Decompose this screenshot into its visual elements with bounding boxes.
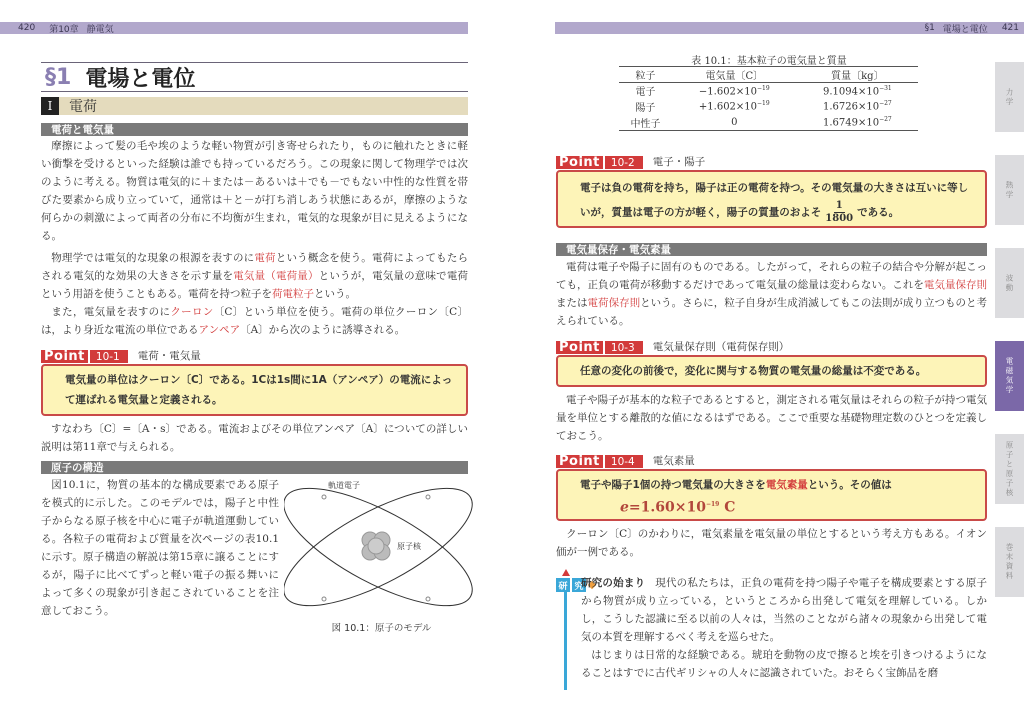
point-logo: Point xyxy=(556,156,603,169)
tab-mechanics[interactable]: 力学 xyxy=(995,62,1024,132)
point-10-3-header xyxy=(556,341,789,354)
nucleus-icon xyxy=(362,532,390,560)
term-coulomb: クーロン xyxy=(170,306,214,318)
table-header: 粒子 xyxy=(619,67,672,83)
point-title: 電気素量 xyxy=(652,455,695,467)
subhead-conservation: 電気量保存・電気素量 xyxy=(556,243,987,256)
research-badge: 研 究 xyxy=(556,578,588,592)
tab-atoms-nuclei[interactable]: 原子と原子核 xyxy=(995,434,1024,504)
point-10-3-box: 任意の変化の前後で，変化に関与する物質の電気量の総量は不変である。 xyxy=(556,355,987,387)
running-head-right xyxy=(555,22,1024,34)
point-10-1-header xyxy=(41,350,201,363)
chapter-label: 第10章 xyxy=(49,24,79,35)
point-10-1-box: 電気量の単位はクーロン〔C〕である。1Cは1s間に1A（アンペア）の電流によって運ばれる電気量と定義される。 xyxy=(41,364,468,416)
figure-caption: 図 10.1：原子のモデル xyxy=(331,623,432,634)
term-charge-conservation-alt: 電荷保存則 xyxy=(587,297,641,309)
point-10-2-box: 電子は負の電荷を持ち，陽子は正の電荷を持つ。その電気量の大きさは互いに等しいが，質量は電子の方が軽く，陽子の質量のおよそ $\frac{1}{1800}$ である。 xyxy=(556,170,987,228)
paragraph-friction: 摩擦によって髪の毛や埃のような軽い物質が引き寄せられたり，ものに触れたときに軽い衝撃を受けるといった経験は誰でも持っているだろう。この現象に関して物理学では次のように考える。物質は電気的に＋または－あるいは＋でも－でもない中性的な性質を帯びた要素から成り立っていて，通常は＋と－が打ち消しあう状態にあるが，摩擦のような何らかの刺激によって両者の分布に不均衡が生まれ，電気的な現象が目に見えるようになる。 xyxy=(41,140,468,242)
label-orbital-electron: 軌道電子 xyxy=(328,481,360,490)
subsection-title: 電荷 xyxy=(69,99,97,115)
paragraph-units: すなわち〔C〕=〔A・s〕である。電流およびその単位アンペア〔A〕についての詳しい説明は第11章で与えられる。 xyxy=(41,423,468,453)
particle-table xyxy=(619,66,918,131)
point-10-2-header xyxy=(556,156,705,169)
section-name: 電場と電位 xyxy=(85,66,196,92)
running-head-left xyxy=(0,22,468,34)
table-caption: 表 10.1：基本粒子の電気量と質量 xyxy=(691,56,847,67)
term-charge: 電荷 xyxy=(254,252,276,264)
section-number: §1 xyxy=(45,64,72,90)
atom-model-figure xyxy=(284,475,479,640)
tab-waves[interactable]: 波動 xyxy=(995,248,1024,318)
paragraph-atom-model: 図10.1に，物質の基本的な構成要素である原子を模式的に示した。このモデルでは，陽子と中性子からなる原子核を中心に電子が軌道運動している。各粒子の電荷および質量を次ページの表10.1に示す。原子構造の解説は第15章に譲ることにするが，陽子に比べてずっと軽い電子の振る舞いによって多くの現象が引き起こされていることを注意しておこう。 xyxy=(41,479,279,617)
table-row: 電子 $-1.602\times 10^{-19}$ $9.1094\times 10^{-31}$ xyxy=(635,84,892,99)
point-title: 電子・陽子 xyxy=(652,156,706,168)
term-charge-conservation: 電気量保存則 xyxy=(923,279,987,291)
table-header: 電気量〔C〕 xyxy=(672,67,797,83)
tab-thermodynamics[interactable]: 熱学 xyxy=(995,155,1024,225)
subsection-numeral: I xyxy=(41,97,59,115)
research-bar xyxy=(564,578,567,690)
subhead-atom-structure: 原子の構造 xyxy=(41,461,468,474)
paragraph-research: 研究の始まり 現代の私たちは，正負の電荷を持つ陽子や電子を構成要素とする原子から物質が成り立っている，というところから出発して電気を理解している。しかし，こうした認識に至る以前の人々は，当然のことながら諸々の現象から出発して電気の本質を理解するべく考えを巡らせた。 はじまりは日常的な経験である。琥珀を動物の皮で擦ると埃を引きつけるようになることはすでに古代ギリシャの人々に認識されていた。おそらく宝飾品を磨 xyxy=(581,577,987,679)
section-title-small: 電場と電位 xyxy=(942,24,988,35)
point-title: 電荷・電気量 xyxy=(137,350,201,362)
term-ampere: アンペア xyxy=(198,324,241,336)
paragraph-ion-valence: クーロン〔C〕のかわりに，電気素量を電気量の単位とするという考え方もある。イオン価が一例である。 xyxy=(556,528,987,558)
section-title xyxy=(41,62,468,92)
fraction: $\frac{1}{1800}$ xyxy=(825,200,854,224)
point-10-4-header xyxy=(556,455,695,468)
term-electric-quantity: 電気量（電荷量） xyxy=(233,270,319,282)
arrow-up-icon xyxy=(562,569,570,576)
subhead-charge: 電荷と電気量 xyxy=(41,123,468,136)
point-number: 10-2 xyxy=(605,156,643,169)
paragraph-discrete: 電子や陽子が基本的な粒子であるとすると，測定される電気量はそれらの粒子が持つ電気量を単位とする離散的な値になるはずである。ここで重要な基礎物理定数のひとつを定義しておこう。 xyxy=(556,394,987,442)
subsection-bar xyxy=(41,97,468,115)
page-number: 421 xyxy=(1001,23,1019,33)
point-logo: Point xyxy=(556,341,603,354)
paragraph-conservation: 電荷は電子や陽子に固有のものである。したがって，それらの粒子の結合や分解が起こっても，正負の電荷が移動するだけであって電気量の総量は変わらない。これを電気量保存則または電荷保存則という。さらに，粒子自身が生成消滅してもこの法則が成り立つものと考えられている。 xyxy=(556,261,988,327)
point-number: 10-1 xyxy=(90,350,128,363)
atom-diagram xyxy=(284,475,479,620)
point-number: 10-4 xyxy=(605,455,643,468)
tab-appendix[interactable]: 巻末資料 xyxy=(995,527,1024,597)
table-row: 中性子 0 $1.6749\times 10^{-27}$ xyxy=(619,115,918,131)
point-number: 10-3 xyxy=(605,341,643,354)
term-elementary-charge: 電気素量 xyxy=(765,479,808,491)
section-label: §1 xyxy=(924,23,935,33)
paragraph-coulomb: また，電気量を表すのにクーロン〔C〕という単位を使う。電荷の単位クーロン〔C〕は，より身近な電流の単位であるアンペア〔A〕から次のように誘導される。 xyxy=(41,306,469,336)
table-header: 質量〔kg〕 xyxy=(797,67,918,83)
point-logo: Point xyxy=(556,455,603,468)
table-row: 陽子 $+1.602\times 10^{-19}$ $1.6726\times 10^{-27}$ xyxy=(635,100,892,114)
elementary-charge-formula: $e=1.60\times 10^{-19}$ C xyxy=(620,499,736,516)
term-charged-particle: 荷電粒子 xyxy=(272,288,314,300)
label-nucleus: 原子核 xyxy=(397,542,421,551)
page-number: 420 xyxy=(18,23,36,33)
point-10-4-box: 電子や陽子1個の持つ電気量の大きさを電気素量という。その値は $e=1.60\times 10^{-19}$ C xyxy=(556,469,987,521)
paragraph-charge-concept: 物理学では電気的な現象の根源を表すのに電荷という概念を使う。電荷によってもたらされる電気的な効果の大きさを示す量を電気量（電荷量）というが，電気量の意味で電荷という用語を使うこともある。電荷を持つ粒子を荷電粒子という。 xyxy=(41,252,469,300)
point-logo: Point xyxy=(41,350,88,363)
chapter-title: 静電気 xyxy=(86,24,114,35)
point-title: 電気量保存則（電荷保存則） xyxy=(652,341,790,353)
tab-electromagnetism[interactable]: 電磁気学 xyxy=(995,341,1024,411)
research-title: 研究の始まり xyxy=(581,577,646,589)
